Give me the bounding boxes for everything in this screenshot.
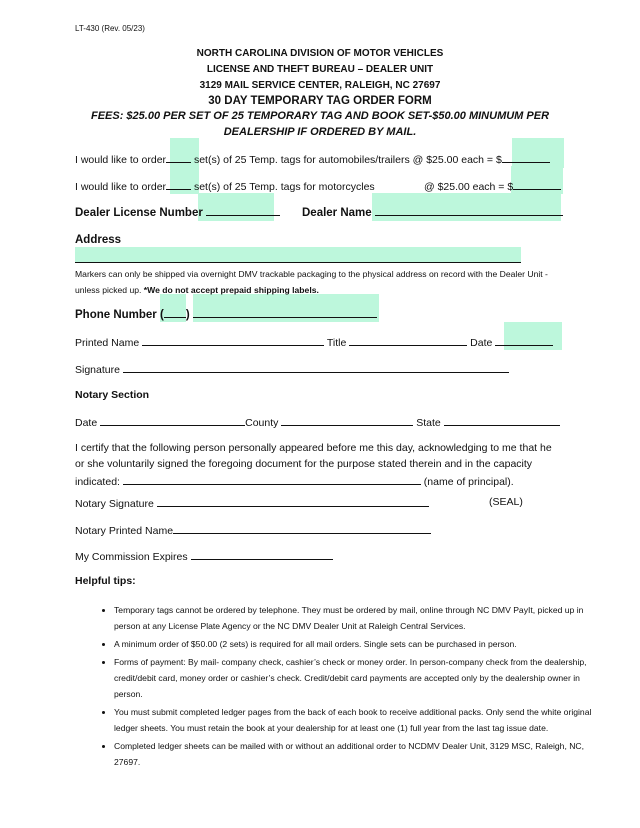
fees-line: FEES: $25.00 PER SET OF 25 TEMPORARY TAG AND BOOK SET-$50.00 MINUMUM PER xyxy=(90,110,550,122)
tip-item: • Forms of payment: By mail- company check, cashier’s check or money order. In person-company check from the dealership, credit/debit card, money order or cashier’s check. Credit/debit card payments are accepted only by the dealership owner in person. xyxy=(114,654,594,702)
tip-item: • Completed ledger sheets can be mailed with or without an additional order to NCDMV Dealer Unit, 3129 MSC, Raleigh, NC, 27697. xyxy=(114,738,594,770)
tips-list xyxy=(92,602,594,772)
tip-item: • You must submit completed ledger pages from the back of each book to receive additional packs. Only send the white original ledger sheets. You must retain the book at your dealership for at least one (1) full year from the last tag issue date. xyxy=(114,704,594,736)
helpful-tips-heading: Helpful tips: xyxy=(75,575,136,587)
title-label: Title xyxy=(326,337,347,349)
phone-label: Phone Number xyxy=(75,309,157,321)
state-label: State xyxy=(416,417,441,429)
tip-item: • A minimum order of $50.00 (2 sets) is required for all mail orders. Single sets can be purchased in person. xyxy=(114,636,594,652)
tip-item: • Temporary tags cannot be ordered by telephone. They must be ordered by mail, online through NC DMV PayIt, picked up in person at any License Plate Agency or the NC DMV Dealer Unit at Raleigh Central Services. xyxy=(114,602,594,634)
fees-line: DEALERSHIP IF ORDERED BY MAIL. xyxy=(223,126,417,138)
notary-section-heading: Notary Section xyxy=(75,389,150,401)
notary-date-label: Date xyxy=(75,417,98,429)
seal-label: (SEAL) xyxy=(489,496,523,508)
notary-printed-name-label: Notary Printed Name xyxy=(75,525,174,537)
printed-name-label: Printed Name xyxy=(75,337,140,349)
order-auto-line: I would like to order set(s) of 25 Temp. tags for automobiles/trailers @ $25.00 each = $ xyxy=(75,152,550,166)
address-field[interactable] xyxy=(75,247,521,263)
order-moto-price: @ $25.00 each = $ xyxy=(424,179,561,193)
header-line: LICENSE AND THEFT BUREAU – DEALER UNIT xyxy=(206,64,434,75)
county-label: County xyxy=(245,417,279,429)
header-line: 3129 MAIL SERVICE CENTER, RALEIGH, NC 27697 xyxy=(199,80,441,91)
address-underline xyxy=(75,262,521,263)
shipping-note: Markers can only be shipped via overnight DMV trackable packaging to the physical address on record with the Dealer Unit - unless picked up. *We do not accept prepaid shipping labels. xyxy=(75,269,548,295)
date-label: Date xyxy=(470,337,493,349)
name-of-principal: (name of principal). xyxy=(423,476,514,488)
certify-line: I certify that the following person personally appeared before me this day, acknowledging to me that he xyxy=(75,442,552,454)
notary-signature-label: Notary Signature xyxy=(75,498,154,510)
page-title: 30 DAY TEMPORARY TAG ORDER FORM xyxy=(208,95,432,107)
signature-label: Signature xyxy=(75,364,120,376)
form-id: LT-430 (Rev. 05/23) xyxy=(75,24,145,33)
certify-line: indicated: xyxy=(75,476,120,488)
address-label: Address xyxy=(75,234,122,246)
commission-label: My Commission Expires xyxy=(75,551,188,563)
form-page: LT-430 (Rev. 05/23) NORTH CAROLINA DIVISION OF MOTOR VEHICLES LICENSE AND THEFT BUREAU – DEALER UNIT 3129 MAIL SERVICE CENTER, RALEIGH, NC 27697 30 DAY TEMPORARY TAG ORDER FORM FEES: $25.00 PER SET OF 25 TEMPORARY TAG AND BOOK SET-$50.00 MINUMUM PER DEALERSHIP IF ORDERED BY MAIL. I would like to order set(s) of 25 Temp. tags for automobiles/trailers @ $25.00 each = $ I would like to order set(s) of 25 Temp. tags for motorcycles @ $25.00 each = $ Dealer License Number Dealer Name Address Markers can only be shipped via overnight DMV trackable packaging to the physical address on record with the Dealer Unit - unless picked up. *We do not accept prepaid shipping labels. Phone Number ( ) Printed Name Title Date Signature Notary Section Date County State I certify that the following person personally appeared before me this day, acknowledging to me that he or she voluntarily signed the foregoing document for the purpose stated therein and in the capacity indicated: (name of principal). Notary Signature (SEAL) Notary Printed Name My Commission Expires Helpful tips: • Temporary tags cannot be ordered by telephone. They must be ordered by mail, online through NC DMV PayIt, picked up in person at any License Plate Agency or the NC DMV Dealer Unit at Raleigh Central Services. • A minimum order of $50.00 (2 sets) is required for all mail orders. Single sets can be purchased in person. • Forms of payment: By mail- company check, cashier’s check or money order. In person-company check from the dealership, credit/debit card, money order or cashier’s check. Credit/debit card payments are accepted only by the dealership owner in person. • You must submit completed ledger pages from the back of each book to receive additional packs. Only send the white original ledger sheets. You must retain the book at your dealership for at least one (1) full year from the last tag issue date. • Completed ledger sheets can be mailed with or without an additional order to NCDMV Dealer Unit, 3129 MSC, Raleigh, NC, 27697. xyxy=(0,0,640,828)
certify-line: or she voluntarily signed the foregoing document for the purpose stated therein and in the capacity xyxy=(75,458,533,470)
dealer-name-label: Dealer Name xyxy=(302,207,372,219)
header-line: NORTH CAROLINA DIVISION OF MOTOR VEHICLES xyxy=(196,48,444,59)
order-moto-line: I would like to order set(s) of 25 Temp. tags for motorcycles xyxy=(75,181,375,193)
dealer-license-label: Dealer License Number xyxy=(75,207,203,219)
